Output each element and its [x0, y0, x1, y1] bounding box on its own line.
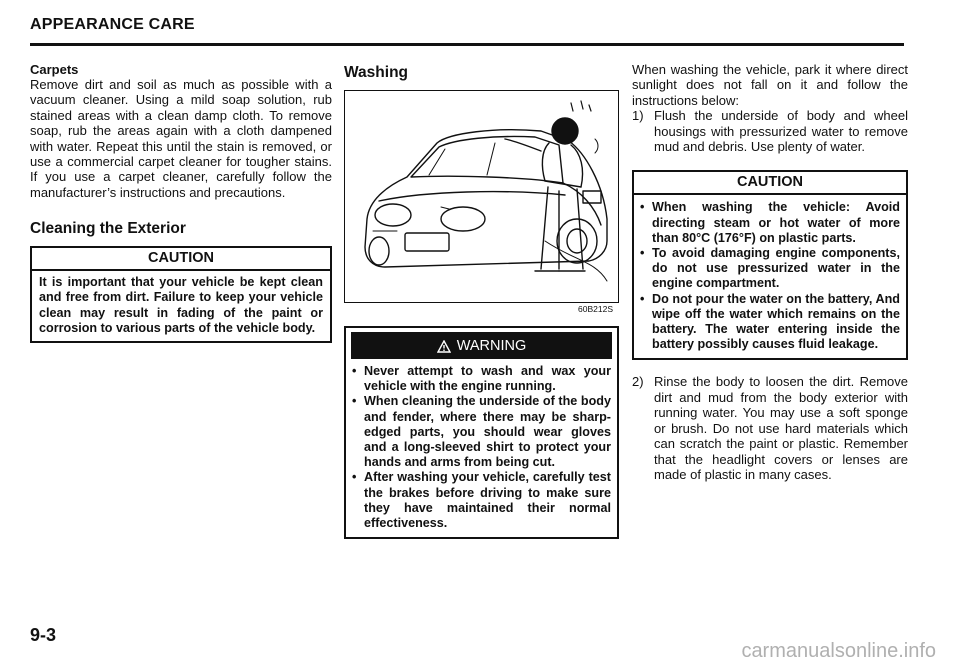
- washing-heading: Washing: [344, 64, 409, 81]
- exterior-caution-text: It is important that your vehicle be kept clean and free from dirt. Failure to keep your vehicle clean may result in fading of the paint or corrosion to various parts of the vehicle body.: [39, 275, 323, 335]
- warning-header: [351, 332, 612, 359]
- washing-caution-title: CAUTION: [634, 172, 906, 195]
- step-number: 1): [632, 108, 644, 124]
- column-right: [632, 62, 908, 482]
- page-number: 9-3: [30, 625, 57, 645]
- washing-step-1: [632, 108, 908, 154]
- figure-code: 60B212S: [578, 304, 613, 314]
- washing-intro-text: When washing the vehicle, park it where direct sunlight does not fall on it and follow the instructions below:: [632, 62, 908, 108]
- washing-warning-box: [344, 326, 619, 539]
- washing-caution-box: [632, 170, 908, 360]
- watermark: carmanualsonline.info: [741, 640, 936, 662]
- car-washing-illustration: [344, 90, 619, 303]
- step-text: Flush the underside of body and wheel housings with pressurized water to remove mud and debris. Use plenty of water.: [654, 108, 908, 155]
- column-left: [30, 62, 332, 343]
- cleaning-exterior-heading: Cleaning the Exterior: [30, 220, 186, 238]
- warning-title: WARNING: [456, 338, 527, 354]
- exterior-caution-box: [30, 246, 332, 343]
- warning-item: • Never attempt to wash and wax your vehicle with the engine running.: [352, 364, 611, 394]
- exterior-caution-title: CAUTION: [32, 248, 330, 271]
- caution-item: • Do not pour the water on the battery, And wipe off the water which remains on the battery. The water entering inside the battery possibly causes fluid leakage.: [640, 292, 900, 353]
- step-number: 2): [632, 374, 644, 390]
- carpets-heading: Carpets: [30, 62, 79, 77]
- warning-triangle-icon: [437, 340, 451, 353]
- warning-item: • After washing your vehicle, carefully test the brakes before driving to make sure they have maintained their normal effectiveness.: [352, 470, 611, 531]
- washing-caution-list: [634, 195, 906, 358]
- washing-steps-1: [632, 108, 908, 154]
- warning-item: • When cleaning the underside of the body and fender, where there may be sharp-edged parts, you should wear gloves and a long-sleeved shirt to protect your hands and arms from being cut.: [352, 394, 611, 470]
- warning-list: [346, 359, 617, 537]
- washing-steps-2: [632, 374, 908, 482]
- caution-item: • To avoid damaging engine components, do not use pressurized water in the engine compartment.: [640, 246, 900, 292]
- header-rule: [30, 43, 904, 46]
- car-washing-drawing: [345, 91, 617, 301]
- carpets-text: Remove dirt and soil as much as possible with a vacuum cleaner. Using a mild soap solution, rub stained areas with a clean damp cloth. To remove soap, rub the areas again with a cloth dampened with water. Repeat this until the stain is removed, or use a commercial carpet cleaner for tougher stains. If you use a carpet cleaner, carefully follow the manufacturer’s instructions and precautions.: [30, 77, 332, 200]
- washing-step-2: [632, 374, 908, 482]
- section-header-title: APPEARANCE CARE: [30, 16, 195, 33]
- column-middle: [344, 62, 619, 539]
- caution-item: • When washing the vehicle: Avoid directing steam or hot water of more than 80°C (176°F) on plastic parts.: [640, 200, 900, 246]
- step-text: Rinse the body to loosen the dirt. Remove dirt and mud from the body exterior with running water. You may use a soft sponge or brush. Do not use hard materials which can scratch the paint or plastic. Remember that the headlight covers or lenses are made of plastic in many cases.: [654, 374, 908, 482]
